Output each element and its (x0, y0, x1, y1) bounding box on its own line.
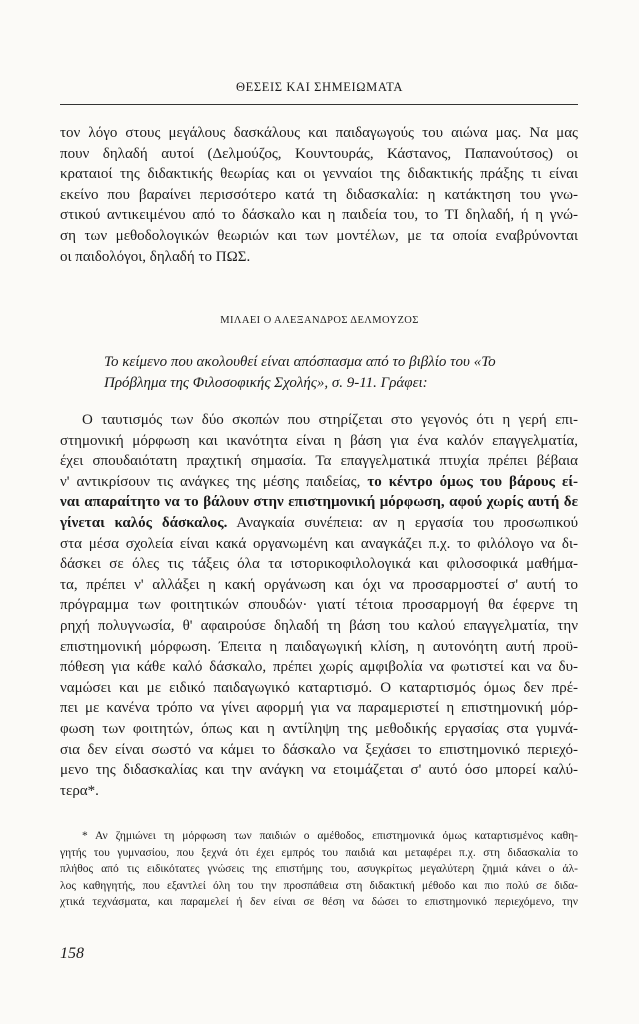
text-line: στημονική μόρφωση και ικανότητα είναι η βάση για ένα καλόν επαγγελματία, (60, 432, 578, 449)
paragraph-quote (60, 410, 578, 801)
footnote-line: πλήθος από τις ειδικότατες γνώσεις της επιστήμης του, ασυγκρίτως μεγαλύτερη ζημιά κάνει ο άλ- (60, 863, 578, 876)
italic-introduction (104, 352, 578, 393)
text-line: δάσκει σε όλες τις τάξεις όλα τα ιστορικοφιλολογικά και φιλοσοφικά μαθήμα- (60, 556, 578, 573)
text-line: έχει σπουδαιότατη πραχτική σημασία. Τα επαγγελματικά πτυχία πρέπει βέβαια (60, 453, 578, 470)
text-line: σια δεν είναι σωστό να κάμει το δάσκαλο να ξεχάσει το επιστημονικό περιεχό- (60, 741, 578, 758)
text-line: τερα*. (60, 782, 99, 799)
bold-text-segment: το κέντρο όμως του βάρους εί- (367, 473, 579, 490)
text-line: Ο ταυτισμός των δύο σκοπών που στηρίζεται στο γεγονός ότι η γερή επι- (82, 412, 578, 428)
text-line: στικού αντικειμένου από το δάσκαλο και η παιδεία του, το ΤΙ δηλαδή, ή η γνώ- (60, 207, 578, 224)
text-line: ρηχή πολυγνωσία, θ' αφαιρούσε δηλαδή τη βάση του καλού επαγγελματία, την (60, 617, 578, 634)
text-line: στα μέσα σχολεία είναι κακά οργανωμένη και αναγκάζει π.χ. το φιλόλογο να δι- (60, 535, 578, 552)
text-line: Το κείμενο που ακολουθεί είναι απόσπασμα από το βιβλίο του «Το (104, 354, 496, 370)
footnote (60, 828, 578, 911)
bold-text-segment: γίνεται καλός δάσκαλος. (60, 514, 228, 531)
text-line: πόθεση για κάθε καλό δάσκαλο, πρέπει χωρίς αμφιβολία να φωτιστεί και να δυ- (60, 659, 578, 676)
text-line: εκείνο που βαραίνει περισσότερο κατά τη διδασκαλία: η κατάκτηση του γνω- (60, 186, 578, 203)
text-line: πουν δηλαδή αυτοί (Δελμούζος, Κουντουράς, Κάστανος, Παπανούτσος) οι (60, 145, 578, 162)
text-line: πει με κανένα τρόπο να γίνει αφορμή για να παραμεριστεί η επιστημονική μόρ- (60, 700, 578, 717)
text-line: ση των μεθοδολογικών θεωριών και των μοντέλων, με τα οποία εναβρύνονται (60, 227, 578, 244)
paragraph-intro-text (60, 123, 578, 267)
page-number: 158 (60, 945, 84, 962)
text-segment: Αναγκαία συνέπεια: αν η εργασία του προσωπικού (227, 514, 579, 531)
footnote-line: * Αν ζημιώνει τη μόρφωση των παιδιών ο αμέθοδος, επιστημονικά όμως καταρτισμένος καθη- (82, 830, 578, 842)
footnote-line: λος καθηγητής, που εξαντλεί όλη του την προσπάθεια στη διδακτική μέθοδο και πιο πολύ σε διδα- (60, 879, 578, 892)
text-line: οι παιδολόγοι, δηλαδή το ΠΩΣ. (60, 248, 251, 265)
footnote-line: χτικά τεχνάσματα, και παραμελεί ή δεν είναι σε θέση να δώσει το επιστημονικό περιεχόμενο, την (60, 896, 578, 909)
text-line: μενο της διδασκαλίας και την ανάγκη να ετοιμάζεται σ' αυτό όσο μπορεί καλύ- (60, 762, 578, 779)
text-line: κραταιοί της διδακτικής θεωρίας και οι γενναίοι της διδακτικής πράξης τι είναι (60, 166, 578, 183)
text-line-mixed (60, 513, 578, 534)
text-segment: ν' αντικρίσουν τις ανάγκες της μέσης παιδείας, (60, 473, 368, 490)
text-line: πρόγραμμα των φοιτητικών σπουδών· γιατί τέτοια προσαρμογή θα έφερνε τη (60, 597, 578, 614)
text-line: τον λόγο στους μεγάλους δασκάλους και παιδαγωγούς του αιώνα μας. Να μας (60, 125, 578, 141)
footnote-line: γητής του γυμνασίου, που ξεχνά ότι έχει εμπρός του παιδιά και μεταφέρει π.χ. στη διδασκαλία το (60, 846, 578, 859)
header-rule (60, 104, 578, 105)
bold-text-line: ναι απαραίτητο να το βάλουν στην επιστημονική μόρφωση, αφού χωρίς αυτή δε (60, 494, 578, 511)
section-heading: ΜΙΛΑΕΙ Ο ΑΛΕΞΑΝΔΡΟΣ ΔΕΛΜΟΥΖΟΣ (220, 315, 419, 326)
text-line: επιστημονική μόρφωση. Έπειτα η παιδαγωγική κλίση, η αυτονόητη αυτή προϋ- (60, 638, 578, 655)
running-header: ΘΕΣΕΙΣ ΚΑΙ ΣΗΜΕΙΩΜΑΤΑ (235, 80, 403, 94)
text-line: ναμώσει και με ειδικό παιδαγωγικό καταρτισμό. Ο καταρτισμός όμως δεν πρέ- (60, 679, 578, 696)
text-line: Πρόβλημα της Φιλοσοφικής Σχολής», σ. 9-11. Γράφει: (104, 374, 428, 391)
text-line-mixed (60, 472, 578, 493)
text-line: τα, πρέπει ν' αλλάξει η κακή οργάνωση και όχι να προσαρμοστεί σ' αυτή το (60, 576, 578, 593)
text-line: φωση των φοιτητών, όπως και η αντίληψη της μεθοδικής εργασίας στα γυμνά- (60, 720, 578, 737)
